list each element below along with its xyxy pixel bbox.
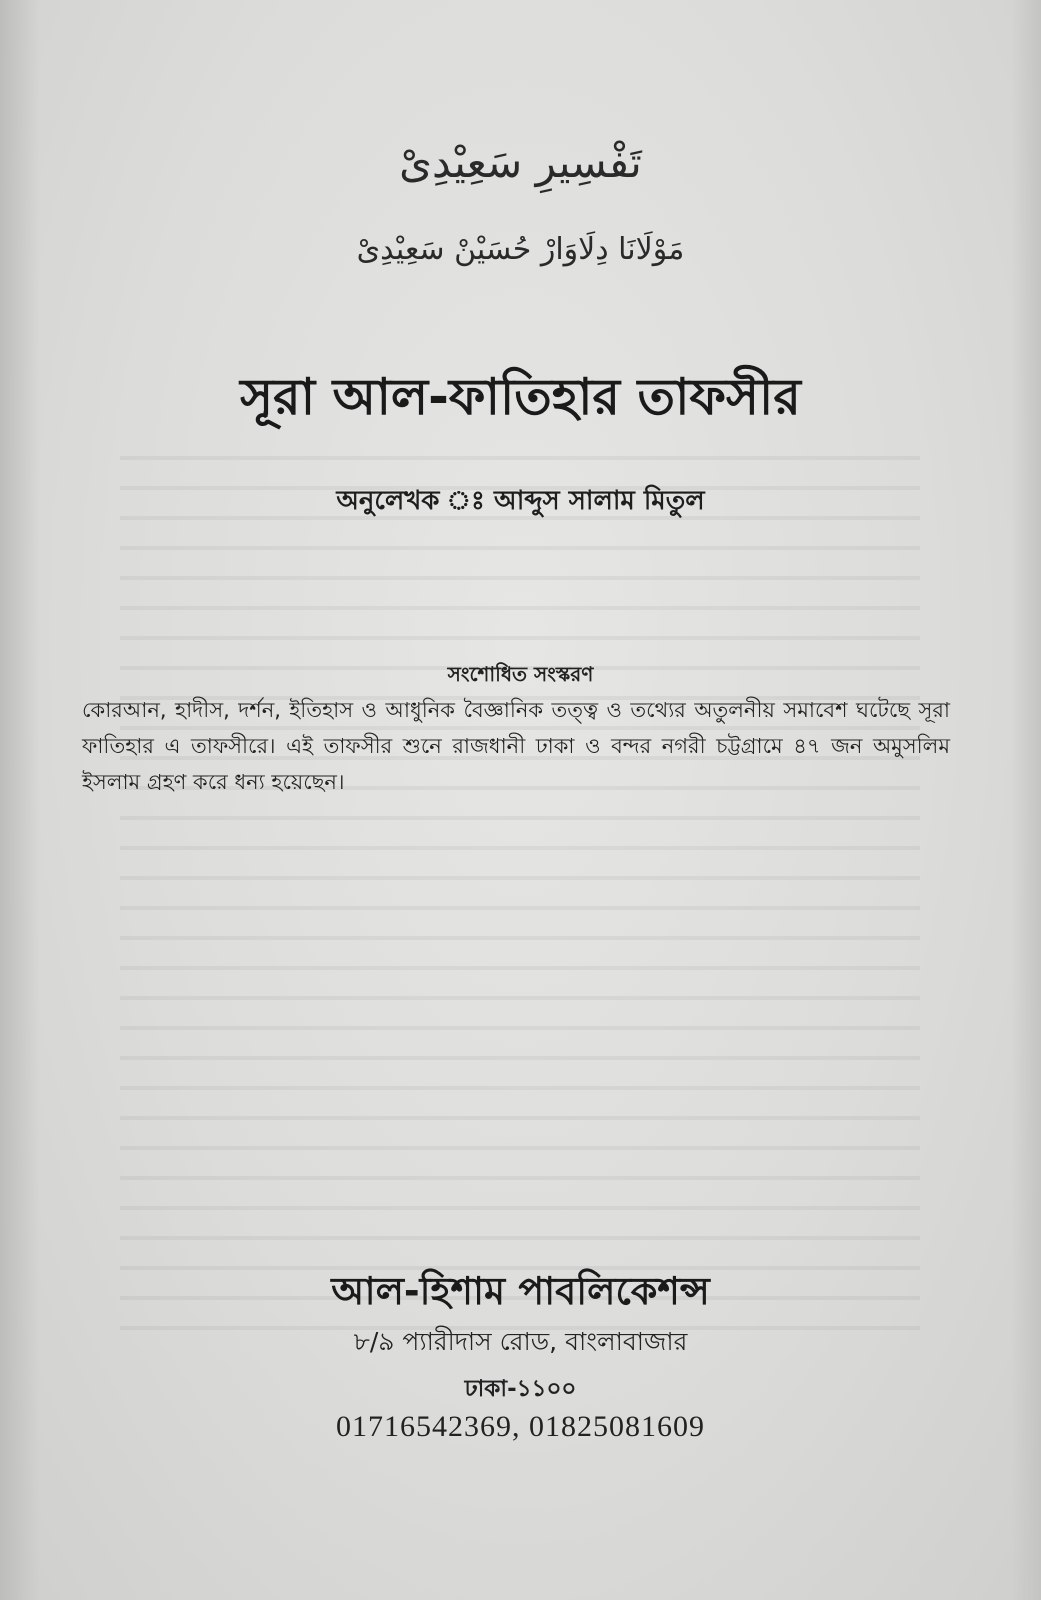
publisher-city: ঢাকা-১১০০ bbox=[464, 1376, 577, 1402]
book-description: কোরআন, হাদীস, দর্শন, ইতিহাস ও আধুনিক বৈজ্ঞানিক তত্ত্ব ও তথ্যের অতুলনীয় সমাবেশ ঘটেছে সূরা ফাতিহার এ তাফসীরে। এই তাফসীর শুনে রাজধানী ঢাকা ও বন্দর নগরী চট্টগ্রামে ৪৭ জন অমুসলিম ইসলাম গ্রহণ করে ধন্য হয়েছেন। bbox=[82, 698, 950, 794]
publisher-address: ৮/৯ প্যারীদাস রোড, বাংলাবাজার bbox=[353, 1327, 688, 1356]
transcriber-line: অনুলেখক ঃ আব্দুস সালাম মিতুল bbox=[336, 486, 705, 516]
edition-label: সংশোধিত সংস্করণ bbox=[447, 662, 594, 686]
bleed-through-texture bbox=[120, 430, 920, 1330]
book-title: সূরা আল-ফাতিহার তাফসীর bbox=[240, 368, 801, 426]
publisher-phones: 01716542369, 01825081609 bbox=[336, 1410, 705, 1443]
publisher-name: আল-হিশাম পাবলিকেশন্স bbox=[331, 1269, 710, 1313]
arabic-author-name: مَوْلَانَا دِلَاوَارْ حُسَيْنْ سَعِيْدِیْ bbox=[356, 232, 685, 267]
arabic-book-title: تَفْسِيرِ سَعِيْدِیْ bbox=[399, 138, 642, 187]
